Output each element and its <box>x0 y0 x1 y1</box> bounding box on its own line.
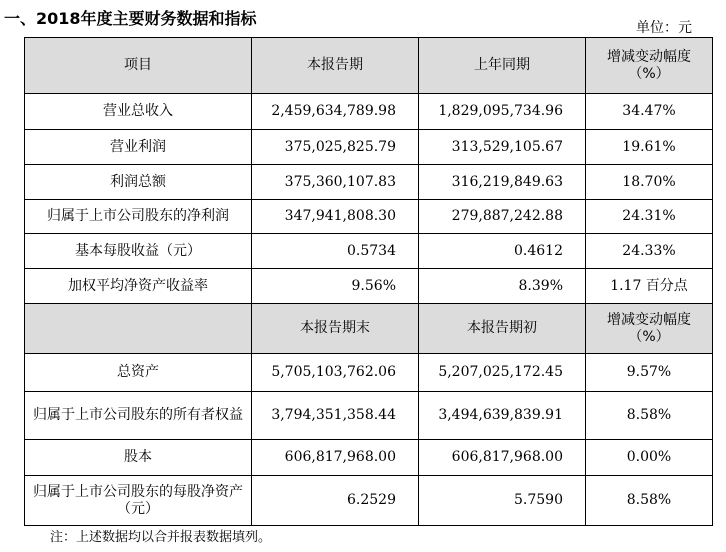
header-current-period: 本报告期 <box>252 38 419 94</box>
table-row <box>25 234 713 269</box>
previous-value: 3,494,639,839.91 <box>419 392 586 440</box>
header-previous-period: 上年同期 <box>419 38 586 94</box>
header-change: 增减变动幅度（%） <box>586 304 713 354</box>
change-value: 8.58% <box>586 392 713 440</box>
row-label: 加权平均净资产收益率 <box>25 269 252 304</box>
unit-label: 单位：元 <box>636 20 692 36</box>
table-row <box>25 269 713 304</box>
table-row <box>25 130 713 165</box>
row-label: 归属于上市公司股东的每股净资产（元） <box>25 476 252 526</box>
change-value: 8.58% <box>586 476 713 526</box>
section-title: 一、2018年度主要财务数据和指标 <box>4 9 257 28</box>
row-label: 基本每股收益（元） <box>25 234 252 269</box>
change-value: 1.17 百分点 <box>586 269 713 304</box>
table-row <box>25 200 713 234</box>
previous-value: 0.4612 <box>419 234 586 269</box>
change-value: 19.61% <box>586 130 713 165</box>
current-value: 2,459,634,789.98 <box>252 94 419 130</box>
header-period-start: 本报告期初 <box>419 304 586 354</box>
row-label: 归属于上市公司股东的所有者权益 <box>25 392 252 440</box>
previous-value: 8.39% <box>419 269 586 304</box>
header-period-end: 本报告期末 <box>252 304 419 354</box>
header-item: 项目 <box>25 38 252 94</box>
previous-value: 606,817,968.00 <box>419 440 586 476</box>
table-row <box>25 476 713 526</box>
change-value: 34.47% <box>586 94 713 130</box>
row-label: 营业利润 <box>25 130 252 165</box>
previous-value: 1,829,095,734.96 <box>419 94 586 130</box>
table-row <box>25 354 713 392</box>
previous-value: 316,219,849.63 <box>419 165 586 200</box>
table-row <box>25 94 713 130</box>
financial-data-table <box>24 37 713 526</box>
change-value: 9.57% <box>586 354 713 392</box>
row-label: 总资产 <box>25 354 252 392</box>
change-value: 24.31% <box>586 200 713 234</box>
row-label: 利润总额 <box>25 165 252 200</box>
change-value: 24.33% <box>586 234 713 269</box>
current-value: 375,360,107.83 <box>252 165 419 200</box>
row-label: 营业总收入 <box>25 94 252 130</box>
header-change: 增减变动幅度（%） <box>586 38 713 94</box>
previous-value: 313,529,105.67 <box>419 130 586 165</box>
current-value: 0.5734 <box>252 234 419 269</box>
table-row <box>25 440 713 476</box>
current-value: 9.56% <box>252 269 419 304</box>
table-row <box>25 392 713 440</box>
row-label: 归属于上市公司股东的净利润 <box>25 200 252 234</box>
header-item <box>25 304 252 354</box>
current-value: 606,817,968.00 <box>252 440 419 476</box>
change-value: 18.70% <box>586 165 713 200</box>
current-value: 6.2529 <box>252 476 419 526</box>
table-header-row <box>25 304 713 354</box>
footnote: 注：上述数据均以合并报表数据填列。 <box>50 530 272 545</box>
current-value: 3,794,351,358.44 <box>252 392 419 440</box>
current-value: 347,941,808.30 <box>252 200 419 234</box>
table-header-row <box>25 38 713 94</box>
previous-value: 279,887,242.88 <box>419 200 586 234</box>
row-label: 股本 <box>25 440 252 476</box>
previous-value: 5,207,025,172.45 <box>419 354 586 392</box>
current-value: 5,705,103,762.06 <box>252 354 419 392</box>
change-value: 0.00% <box>586 440 713 476</box>
table-row <box>25 165 713 200</box>
previous-value: 5.7590 <box>419 476 586 526</box>
current-value: 375,025,825.79 <box>252 130 419 165</box>
